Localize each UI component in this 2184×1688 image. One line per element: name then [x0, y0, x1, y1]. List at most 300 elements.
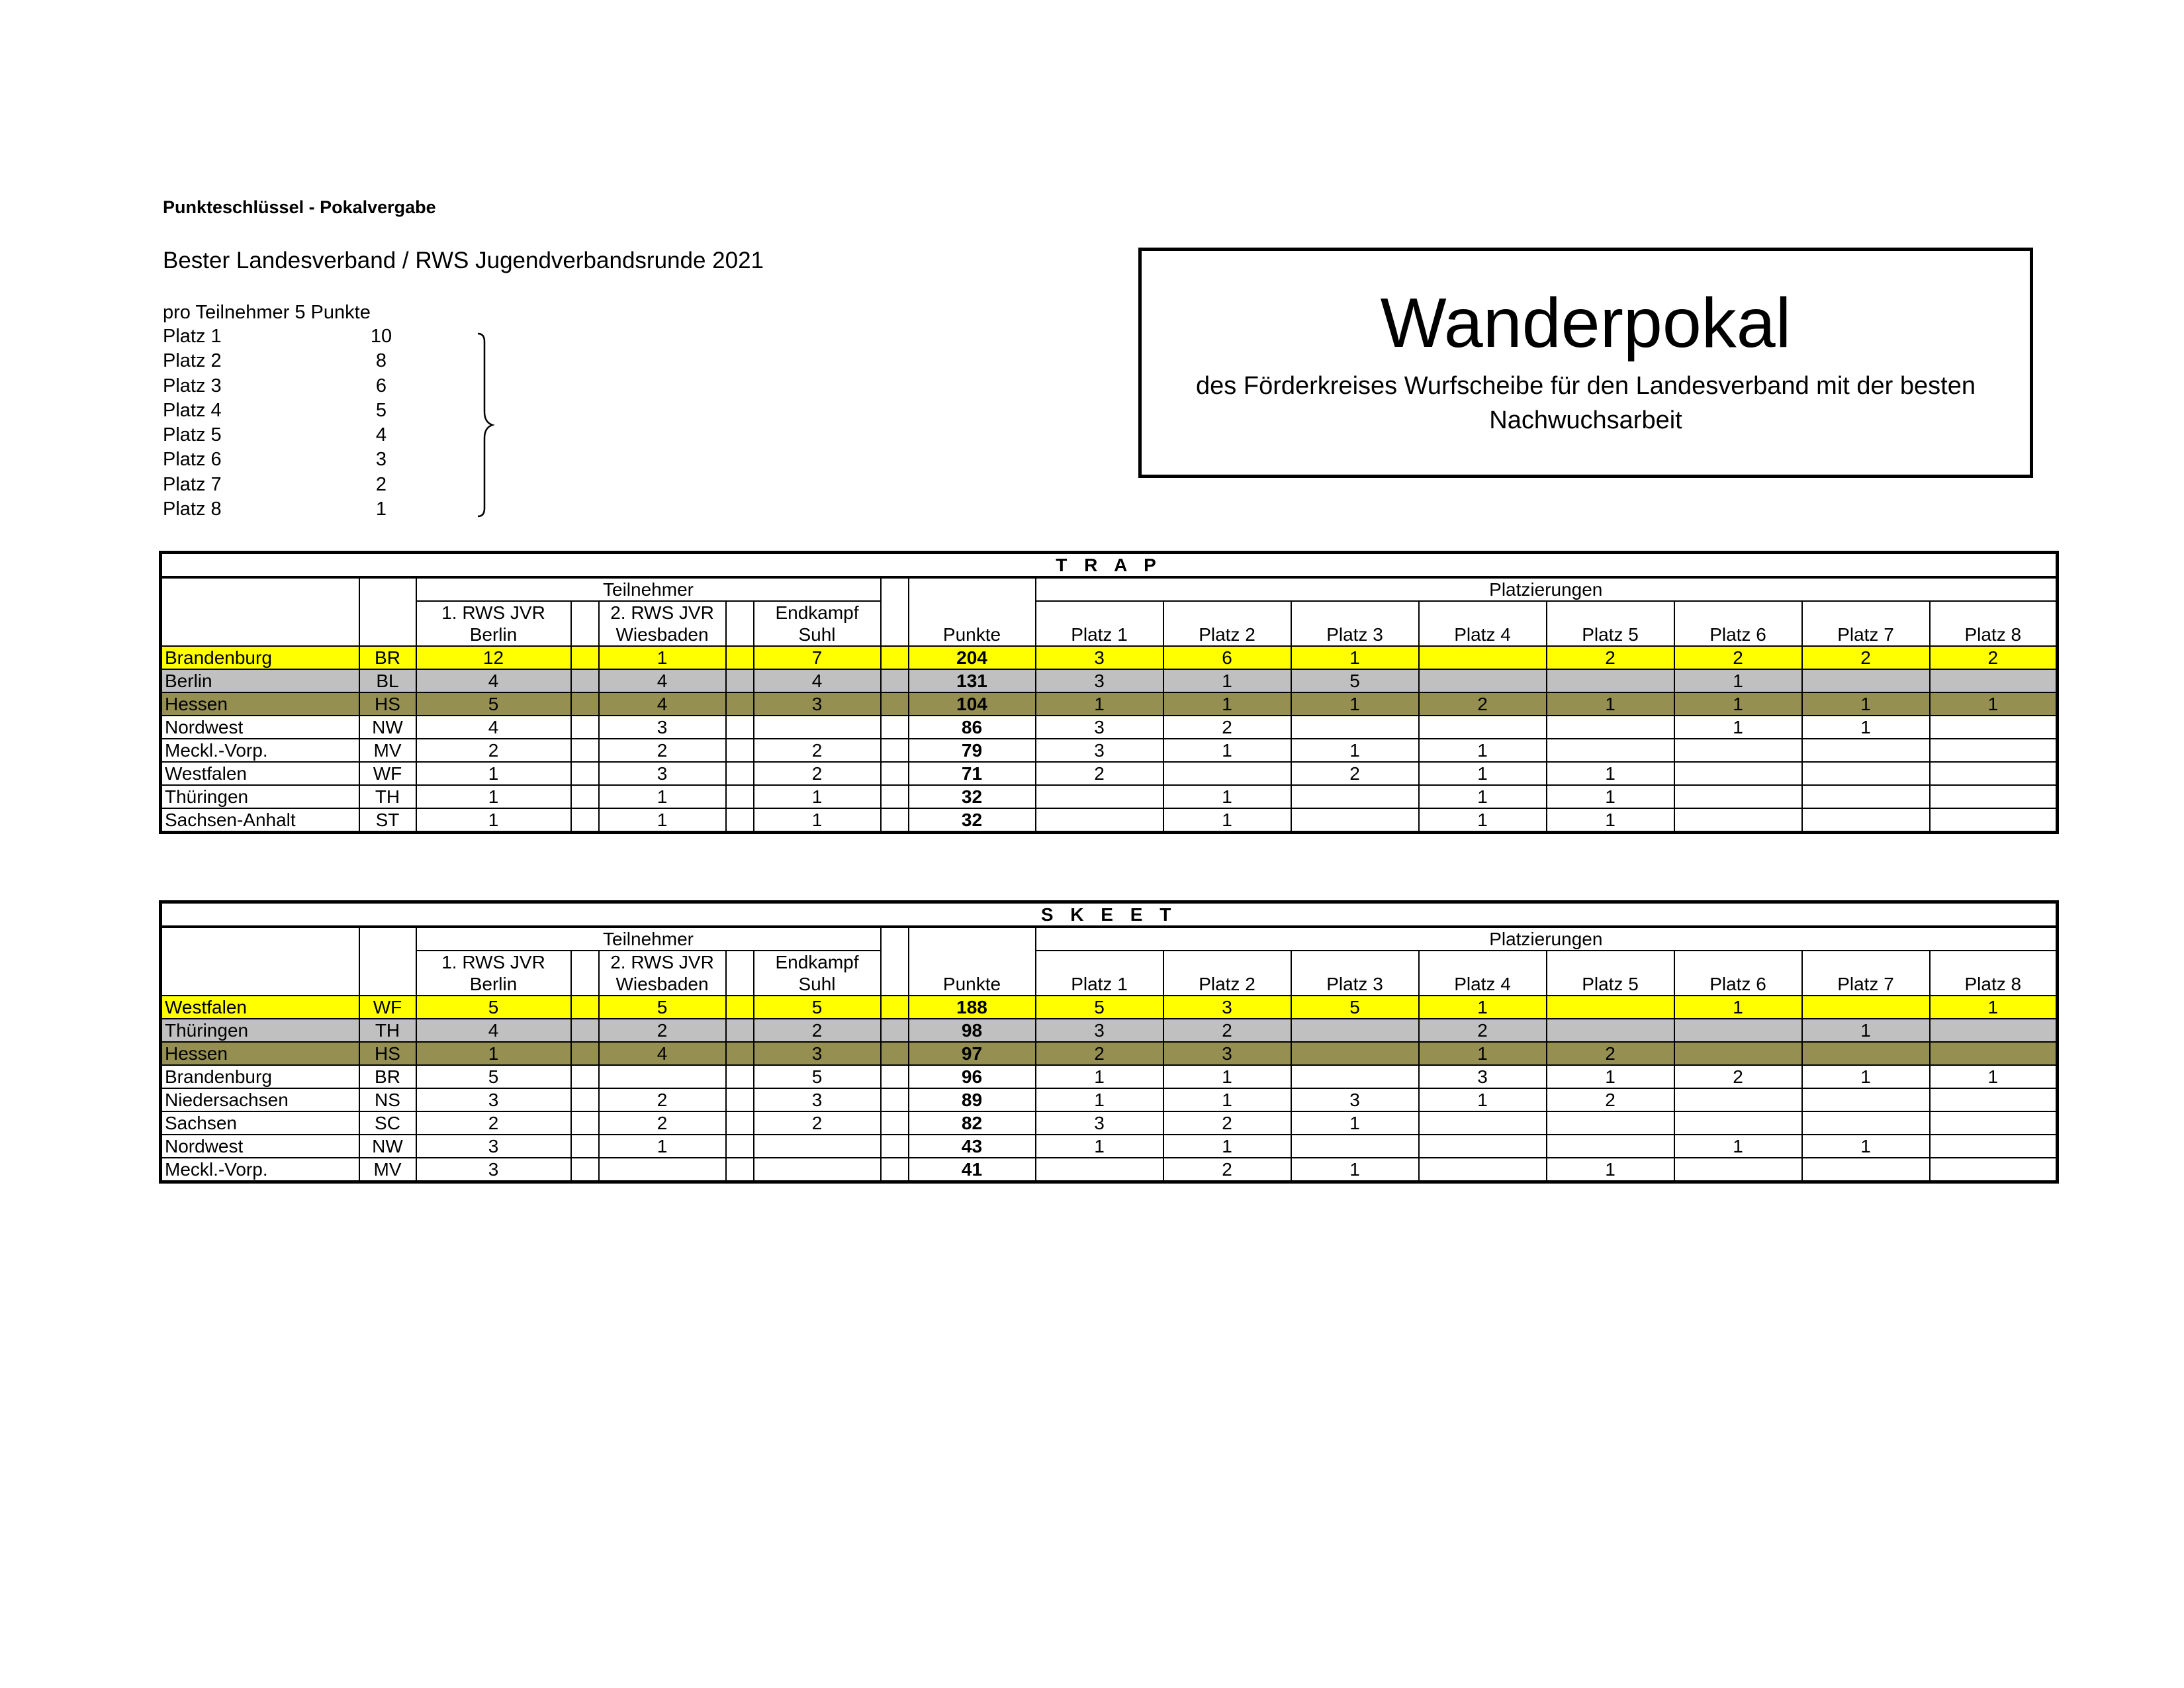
platz-count: 1: [1163, 785, 1291, 808]
spacer-cell: [881, 808, 909, 833]
platz-count: 1: [1674, 669, 1802, 692]
header-blank: [1291, 951, 1419, 973]
punkte-value: 41: [909, 1158, 1036, 1182]
header-blank: [571, 951, 599, 973]
scoring-place-label: Platz 2: [163, 350, 222, 372]
platz-count: 3: [1036, 646, 1163, 669]
scoring-place-label: Platz 8: [163, 498, 222, 520]
platz-count: 1: [1547, 692, 1674, 716]
header-blank: [161, 577, 359, 601]
platz-header: Platz 8: [1930, 624, 2058, 646]
platz-count: 1: [1930, 996, 2058, 1019]
platz-count: 1: [1291, 739, 1419, 762]
platz-count: [1547, 739, 1674, 762]
suhl-count: 5: [754, 996, 881, 1019]
competition-header: 2. RWS JVR: [599, 951, 726, 973]
platz-count: 3: [1291, 1088, 1419, 1111]
platz-count: 2: [1547, 1088, 1674, 1111]
spacer-cell: [571, 996, 599, 1019]
platz-count: 5: [1036, 996, 1163, 1019]
platz-count: [1674, 1158, 1802, 1182]
platz-count: [1674, 1042, 1802, 1065]
berlin-count: 3: [416, 1158, 571, 1182]
spacer-cell: [726, 996, 754, 1019]
berlin-count: 1: [416, 1042, 571, 1065]
platz-count: [1419, 1111, 1547, 1135]
platz-count: [1674, 739, 1802, 762]
competition-location: Berlin: [416, 624, 571, 646]
spacer-cell: [881, 692, 909, 716]
berlin-count: 1: [416, 762, 571, 785]
verband-code: TH: [359, 1019, 416, 1042]
platz-count: 1: [1802, 1135, 1930, 1158]
competition-location: Suhl: [754, 973, 881, 996]
header-row: [161, 577, 2058, 601]
spacer-cell: [881, 1065, 909, 1088]
header-blank: [1930, 601, 2058, 624]
platz-count: 1: [1547, 808, 1674, 833]
verband-code: MV: [359, 739, 416, 762]
scoring-place-label: Platz 7: [163, 473, 222, 495]
header-blank: [909, 577, 1036, 601]
platz-count: 1: [1036, 1065, 1163, 1088]
spacer-cell: [726, 1158, 754, 1182]
header-blank: [1036, 951, 1163, 973]
spacer-cell: [881, 669, 909, 692]
platz-count: [1930, 739, 2058, 762]
punkte-header: Punkte: [909, 624, 1036, 646]
spacer-cell: [726, 1042, 754, 1065]
header-blank: [571, 973, 599, 996]
spacer-cell: [881, 1158, 909, 1182]
berlin-count: 3: [416, 1135, 571, 1158]
platz-count: [1674, 1088, 1802, 1111]
header-blank: [909, 951, 1036, 973]
spacer-cell: [571, 1042, 599, 1065]
header-blank: [909, 927, 1036, 951]
spacer-cell: [881, 739, 909, 762]
suhl-count: [754, 1135, 881, 1158]
platz-count: 1: [1547, 785, 1674, 808]
platz-count: [1802, 762, 1930, 785]
platz-count: [1930, 1019, 2058, 1042]
platz-count: [1291, 1019, 1419, 1042]
spacer-cell: [726, 1135, 754, 1158]
spacer-cell: [881, 1135, 909, 1158]
platz-header: Platz 5: [1547, 973, 1674, 996]
verband-name: Westfalen: [161, 996, 359, 1019]
table-row: [161, 1135, 2058, 1158]
table-row: [161, 646, 2058, 669]
punkte-value: 79: [909, 739, 1036, 762]
verband-code: ST: [359, 808, 416, 833]
header-blank: [881, 951, 909, 973]
competition-location: Suhl: [754, 624, 881, 646]
platz-count: [1802, 996, 1930, 1019]
verband-name: Meckl.-Vorp.: [161, 739, 359, 762]
table-row: [161, 996, 2058, 1019]
header-blank: [571, 601, 599, 624]
wiesbaden-count: 5: [599, 996, 726, 1019]
platz-count: 2: [1547, 1042, 1674, 1065]
wiesbaden-count: 2: [599, 739, 726, 762]
platz-count: [1802, 669, 1930, 692]
scoring-points-value: 10: [370, 326, 392, 347]
platz-count: 2: [1930, 646, 2058, 669]
table-row: [161, 739, 2058, 762]
platz-count: 1: [1930, 692, 2058, 716]
platz-count: 2: [1802, 646, 1930, 669]
suhl-count: 3: [754, 1042, 881, 1065]
platz-count: [1674, 1111, 1802, 1135]
punkte-value: 96: [909, 1065, 1036, 1088]
platz-count: 1: [1036, 692, 1163, 716]
platz-count: [1036, 1158, 1163, 1182]
platz-header: Platz 7: [1802, 973, 1930, 996]
trophy-box: [1138, 248, 2033, 478]
header-row: [161, 973, 2058, 996]
platz-count: 1: [1674, 716, 1802, 739]
platz-count: 3: [1163, 996, 1291, 1019]
spacer-cell: [726, 1065, 754, 1088]
berlin-count: 5: [416, 996, 571, 1019]
platz-count: [1547, 1135, 1674, 1158]
suhl-count: 7: [754, 646, 881, 669]
platz-header: Platz 4: [1419, 973, 1547, 996]
platz-count: [1419, 716, 1547, 739]
platz-count: [1802, 1088, 1930, 1111]
header-blank: [726, 624, 754, 646]
platz-count: 1: [1419, 808, 1547, 833]
wiesbaden-count: 1: [599, 785, 726, 808]
platz-count: 1: [1163, 1135, 1291, 1158]
verband-code: BR: [359, 646, 416, 669]
platz-count: [1930, 1158, 2058, 1182]
spacer-cell: [571, 1135, 599, 1158]
platz-count: [1930, 762, 2058, 785]
suhl-count: 2: [754, 739, 881, 762]
platz-count: [1547, 716, 1674, 739]
platz-count: 3: [1036, 1111, 1163, 1135]
suhl-count: [754, 1158, 881, 1182]
platz-count: 1: [1419, 739, 1547, 762]
platz-count: 1: [1291, 692, 1419, 716]
header-blank: [881, 624, 909, 646]
platz-count: [1419, 669, 1547, 692]
platz-count: 1: [1163, 669, 1291, 692]
platz-count: [1419, 1135, 1547, 1158]
table-title: T R A P: [161, 553, 2058, 578]
scoring-points-value: 6: [375, 375, 387, 397]
header-blank: [1674, 951, 1802, 973]
scoring-points-value: 4: [375, 424, 387, 446]
scoring-row: [163, 324, 414, 349]
scoring-place-label: Platz 6: [163, 449, 222, 471]
platz-count: 1: [1291, 1158, 1419, 1182]
platz-count: 1: [1547, 762, 1674, 785]
document-title: Punkteschlüssel - Pokalvergabe: [163, 197, 436, 217]
platz-count: 1: [1547, 1065, 1674, 1088]
header-blank: [359, 624, 416, 646]
scoring-note: pro Teilnehmer 5 Punkte: [163, 302, 371, 323]
platz-count: [1547, 1019, 1674, 1042]
platz-count: 1: [1930, 1065, 2058, 1088]
verband-code: BL: [359, 669, 416, 692]
header-blank: [1419, 951, 1547, 973]
platz-header: Platz 1: [1036, 624, 1163, 646]
wiesbaden-count: 1: [599, 646, 726, 669]
platz-header: Platz 4: [1419, 624, 1547, 646]
platz-count: 2: [1674, 646, 1802, 669]
platz-count: [1419, 1158, 1547, 1182]
table-row: [161, 1019, 2058, 1042]
spacer-cell: [726, 692, 754, 716]
trophy-description: des Förderkreises Wurfscheibe für den Landesverband mit der besten Nachwuchsarbeit: [1196, 372, 1976, 434]
header-blank: [1547, 601, 1674, 624]
suhl-count: 3: [754, 1088, 881, 1111]
verband-code: NS: [359, 1088, 416, 1111]
platz-count: 1: [1674, 1135, 1802, 1158]
header-blank: [161, 973, 359, 996]
platz-count: 1: [1419, 785, 1547, 808]
platz-count: [1547, 996, 1674, 1019]
platz-count: [1291, 808, 1419, 833]
verband-code: SC: [359, 1111, 416, 1135]
header-blank: [359, 927, 416, 951]
header-blank: [1163, 951, 1291, 973]
platz-count: [1674, 1019, 1802, 1042]
platz-header: Platz 2: [1163, 973, 1291, 996]
suhl-count: [754, 716, 881, 739]
berlin-count: 4: [416, 1019, 571, 1042]
header-blank: [1163, 601, 1291, 624]
platz-count: [1802, 808, 1930, 833]
competition-location: Wiesbaden: [599, 973, 726, 996]
scoring-place-label: Platz 4: [163, 399, 222, 421]
platz-count: 2: [1036, 1042, 1163, 1065]
platz-header: Platz 1: [1036, 973, 1163, 996]
spacer-cell: [571, 785, 599, 808]
spacer-cell: [881, 1019, 909, 1042]
platz-count: 3: [1036, 739, 1163, 762]
trophy-title: Wanderpokal: [1380, 284, 1792, 362]
punkte-value: 82: [909, 1111, 1036, 1135]
verband-code: NW: [359, 716, 416, 739]
platz-count: 1: [1674, 692, 1802, 716]
punkte-value: 98: [909, 1019, 1036, 1042]
wiesbaden-count: 1: [599, 808, 726, 833]
platz-count: 5: [1291, 669, 1419, 692]
spacer-cell: [571, 1158, 599, 1182]
spacer-cell: [881, 996, 909, 1019]
suhl-count: 5: [754, 1065, 881, 1088]
table-row: [161, 1158, 2058, 1182]
berlin-count: 2: [416, 739, 571, 762]
verband-code: MV: [359, 1158, 416, 1182]
teilnehmer-header: Teilnehmer: [416, 577, 881, 601]
verband-code: HS: [359, 692, 416, 716]
verband-name: Thüringen: [161, 1019, 359, 1042]
spacer-cell: [881, 1042, 909, 1065]
punkte-value: 188: [909, 996, 1036, 1019]
verband-code: WF: [359, 762, 416, 785]
platz-count: 5: [1291, 996, 1419, 1019]
verband-name: Nordwest: [161, 1135, 359, 1158]
scoring-list: [163, 324, 414, 522]
verband-name: Berlin: [161, 669, 359, 692]
scoring-points-value: 2: [375, 473, 387, 495]
table-title-row: [161, 553, 2058, 578]
suhl-count: 1: [754, 785, 881, 808]
platz-header: Platz 2: [1163, 624, 1291, 646]
wiesbaden-count: [599, 1065, 726, 1088]
berlin-count: 1: [416, 808, 571, 833]
scoring-points-value: 1: [375, 498, 387, 520]
scoring-row: [163, 349, 414, 373]
header-blank: [726, 973, 754, 996]
berlin-count: 4: [416, 669, 571, 692]
verband-name: Brandenburg: [161, 646, 359, 669]
punkte-value: 204: [909, 646, 1036, 669]
competition-header: 1. RWS JVR: [416, 951, 571, 973]
header-blank: [359, 973, 416, 996]
spacer-cell: [881, 1088, 909, 1111]
platz-count: [1930, 1042, 2058, 1065]
spacer-cell: [571, 739, 599, 762]
platz-count: 1: [1036, 1088, 1163, 1111]
header-blank: [161, 624, 359, 646]
verband-code: BR: [359, 1065, 416, 1088]
platz-header: Platz 3: [1291, 624, 1419, 646]
berlin-count: 12: [416, 646, 571, 669]
berlin-count: 5: [416, 1065, 571, 1088]
verband-code: NW: [359, 1135, 416, 1158]
punkte-value: 89: [909, 1088, 1036, 1111]
platz-count: [1674, 762, 1802, 785]
verband-name: Niedersachsen: [161, 1088, 359, 1111]
spacer-cell: [726, 646, 754, 669]
spacer-cell: [726, 1088, 754, 1111]
spacer-cell: [881, 646, 909, 669]
table-title-row: [161, 902, 2058, 927]
document-subtitle: Bester Landesverband / RWS Jugendverbandsrunde 2021: [163, 248, 764, 273]
suhl-count: 2: [754, 762, 881, 785]
punkte-value: 43: [909, 1135, 1036, 1158]
header-blank: [1674, 601, 1802, 624]
berlin-count: 2: [416, 1111, 571, 1135]
platz-count: [1036, 808, 1163, 833]
spacer-cell: [726, 1111, 754, 1135]
wiesbaden-count: 3: [599, 716, 726, 739]
header-blank: [1036, 601, 1163, 624]
platz-count: 2: [1163, 1111, 1291, 1135]
platz-count: 1: [1547, 1158, 1674, 1182]
platz-count: 2: [1036, 762, 1163, 785]
spacer-cell: [571, 1019, 599, 1042]
scoring-points-value: 5: [375, 399, 387, 421]
platz-count: [1930, 1135, 2058, 1158]
punkte-value: 32: [909, 808, 1036, 833]
table-row: [161, 1088, 2058, 1111]
verband-code: WF: [359, 996, 416, 1019]
platz-count: [1291, 785, 1419, 808]
platz-count: 6: [1163, 646, 1291, 669]
scoring-row: [163, 399, 414, 423]
platz-count: 1: [1802, 716, 1930, 739]
wiesbaden-count: 2: [599, 1088, 726, 1111]
verband-name: Hessen: [161, 692, 359, 716]
punkte-value: 71: [909, 762, 1036, 785]
header-blank: [1802, 601, 1930, 624]
platz-count: [1802, 785, 1930, 808]
header-row: [161, 951, 2058, 973]
platz-count: 1: [1802, 1019, 1930, 1042]
berlin-count: 4: [416, 716, 571, 739]
table-row: [161, 762, 2058, 785]
spacer-cell: [881, 1111, 909, 1135]
platz-count: 2: [1163, 1158, 1291, 1182]
scoring-place-label: Platz 1: [163, 326, 222, 347]
spacer-cell: [726, 808, 754, 833]
platz-count: [1547, 669, 1674, 692]
suhl-count: 3: [754, 692, 881, 716]
competition-header: 2. RWS JVR: [599, 601, 726, 624]
wiesbaden-count: 2: [599, 1111, 726, 1135]
platz-count: [1930, 785, 2058, 808]
header-blank: [161, 927, 359, 951]
punkte-value: 32: [909, 785, 1036, 808]
header-blank: [161, 601, 359, 624]
platz-count: [1930, 1111, 2058, 1135]
punkte-value: 97: [909, 1042, 1036, 1065]
platz-header: Platz 8: [1930, 973, 2058, 996]
platz-count: 1: [1291, 646, 1419, 669]
platz-count: [1930, 716, 2058, 739]
platz-count: [1930, 808, 2058, 833]
wiesbaden-count: 4: [599, 692, 726, 716]
scoring-row: [163, 423, 414, 447]
verband-name: Thüringen: [161, 785, 359, 808]
platz-count: [1802, 1158, 1930, 1182]
platz-count: 1: [1163, 1065, 1291, 1088]
table-row: [161, 1042, 2058, 1065]
header-blank: [1547, 951, 1674, 973]
platz-count: [1674, 808, 1802, 833]
header-blank: [726, 601, 754, 624]
header-row: [161, 624, 2058, 646]
skeet-results-table: [159, 900, 2059, 1184]
verband-name: Hessen: [161, 1042, 359, 1065]
berlin-count: 1: [416, 785, 571, 808]
table-row: [161, 808, 2058, 833]
competition-location: Berlin: [416, 973, 571, 996]
header-blank: [1930, 951, 2058, 973]
wiesbaden-count: 1: [599, 1135, 726, 1158]
punkte-value: 131: [909, 669, 1036, 692]
table-row: [161, 716, 2058, 739]
trap-results-table: [159, 551, 2059, 834]
platz-count: [1036, 785, 1163, 808]
spacer-cell: [571, 1088, 599, 1111]
header-row: [161, 601, 2058, 624]
suhl-count: 2: [754, 1019, 881, 1042]
platz-count: 3: [1036, 716, 1163, 739]
spacer-cell: [726, 669, 754, 692]
wiesbaden-count: 4: [599, 669, 726, 692]
competition-header: 1. RWS JVR: [416, 601, 571, 624]
platz-count: [1291, 1042, 1419, 1065]
verband-code: HS: [359, 1042, 416, 1065]
